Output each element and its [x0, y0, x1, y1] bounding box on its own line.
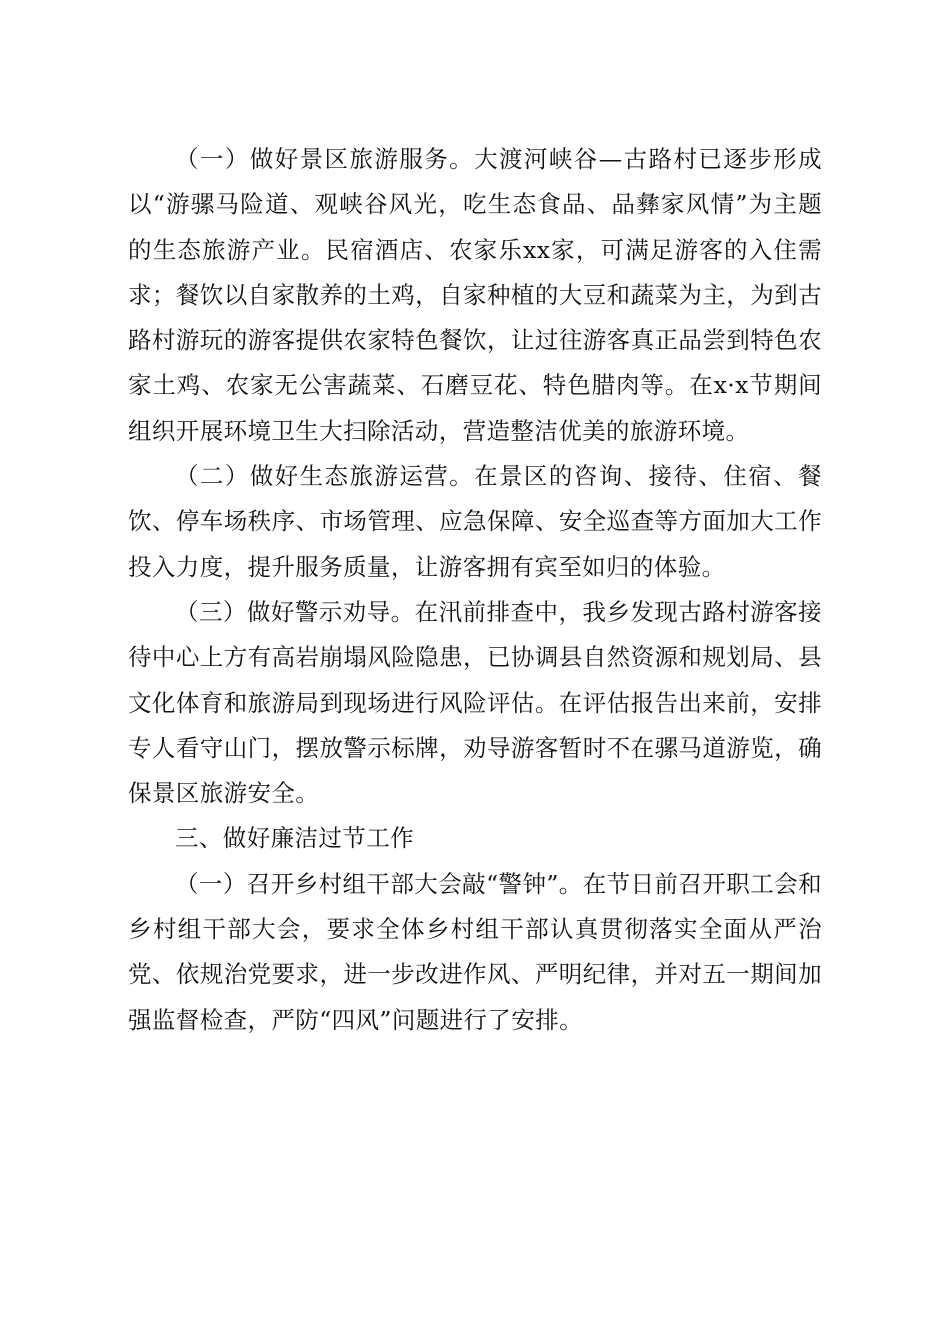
section-heading: 三、做好廉洁过节工作: [175, 824, 414, 853]
paragraph-warning-guidance: （三）做好警示劝导。在汛前排查中，我乡发现古路村游客接待中心上方有高岩崩塌风险隐患，已协调县自然资源和规划局、县文化体育和旅游局到现场进行风险评估。在评估报告出来前，安排专人看守山门，摆放警示标牌，劝导游客暂时不在骡马道游览，确保景区旅游安全。: [128, 597, 822, 808]
paragraph-tourism-service: （一）做好景区旅游服务。大渡河峡谷—古路村已逐步形成以“游骡马险道、观峡谷风光，吃生态食品、品彝家风情”为主题的生态旅游产业。民宿酒店、农家乐xx家，可满足游客的入住需求；餐饮以自家散养的土鸡，自家种植的大豆和蔬菜为主，为到古路村游玩的游客提供农家特色餐饮，让过往游客真正品尝到特色农家土鸡、农家无公害蔬菜、石磨豆花、特色腊肉等。在x·x节期间组织开展环境卫生大扫除活动，营造整洁优美的旅游环境。: [128, 145, 822, 445]
paragraph-cadre-meeting: （一）召开乡村组干部大会敲“警钟”。在节日前召开职工会和乡村组干部大会，要求全体乡村组干部认真贯彻落实全面从严治党、依规治党要求，进一步改进作风、严明纪律，并对五一期间加强监督检查，严防“四风”问题进行了安排。: [128, 869, 822, 1034]
paragraph-eco-tourism-operation: （二）做好生态旅游运营。在景区的咨询、接待、住宿、餐饮、停车场秩序、市场管理、应急保障、安全巡查等方面加大工作投入力度，提升服务质量，让游客拥有宾至如归的体验。: [128, 462, 822, 581]
